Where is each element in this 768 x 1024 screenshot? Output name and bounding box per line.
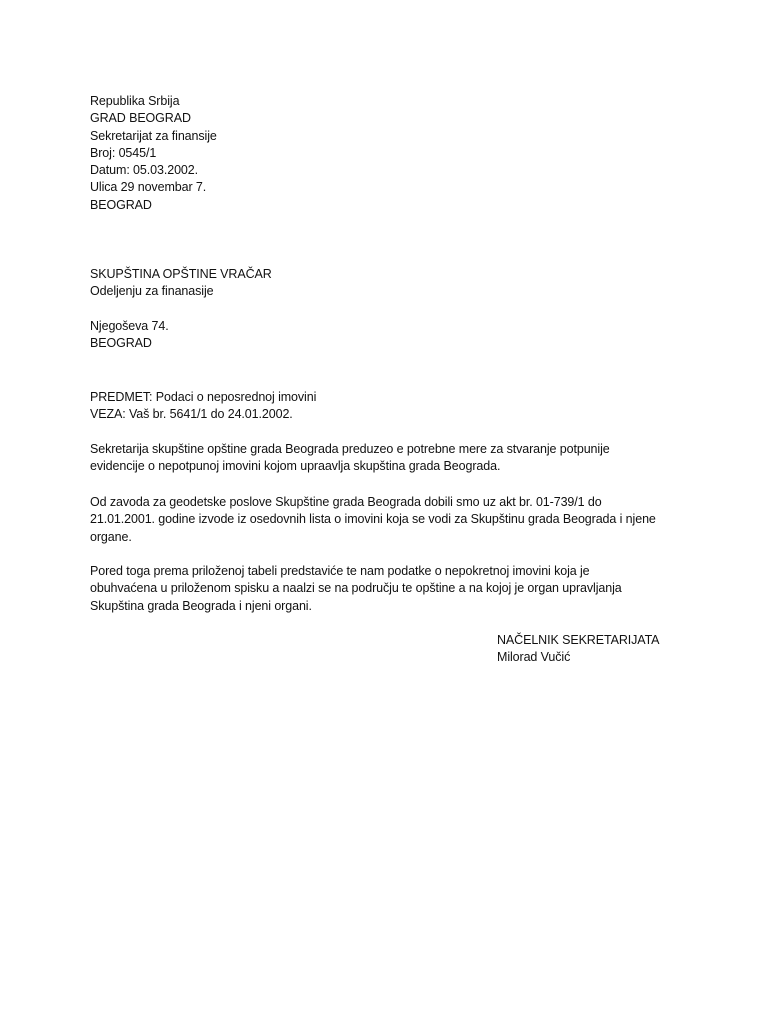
sender-department: Sekretarijat za finansije <box>90 128 217 143</box>
recipient-address-block <box>90 318 169 353</box>
paragraph-line: Skupština grada Beograda i njeni organi. <box>90 598 312 613</box>
paragraph-line: 21.01.2001. godine izvode iz osedovnih lista o imovini koja se vodi za Skupštinu grada Beograda i njene <box>90 512 656 527</box>
recipient-street: Njegoševa 74. <box>90 319 169 333</box>
sender-reference-number: Broj: 0545/1 <box>90 145 157 160</box>
subject-block <box>90 389 316 424</box>
paragraph-line: evidencije o nepotpunoj imovini kojom upraavlja skupština grada Beograda. <box>90 459 501 474</box>
sender-country: Republika Srbija <box>90 94 180 108</box>
sender-date: Datum: 05.03.2002. <box>90 163 198 178</box>
sender-street: Ulica 29 novembar 7. <box>90 180 207 195</box>
signature-block <box>497 632 659 667</box>
signatory-title: NAČELNIK SEKRETARIJATA <box>497 633 660 647</box>
sender-city: GRAD BEOGRAD <box>90 111 191 126</box>
body-paragraph-1 <box>90 441 610 476</box>
signatory-name: Milorad Vučić <box>497 650 571 665</box>
paragraph-line: Od zavoda za geodetske poslove Skupštine grada Beograda dobili smo uz akt br. 01-739/1 do <box>90 495 602 509</box>
recipient-block <box>90 266 272 301</box>
body-paragraph-3 <box>90 563 622 615</box>
sender-block <box>90 93 217 214</box>
subject-line: PREDMET: Podaci o neposrednoj imovini <box>90 390 317 404</box>
paragraph-line: Sekretarija skupštine opštine grada Beograda preduzeo e potrebne mere za stvaranje potpunije <box>90 442 610 456</box>
body-paragraph-2 <box>90 494 656 546</box>
paragraph-line: Pored toga prema priloženoj tabeli predstaviće te nam podatke o nepokretnoj imovini koja je <box>90 564 590 578</box>
reference-line: VEZA: Vaš br. 5641/1 do 24.01.2002. <box>90 407 293 422</box>
recipient-department: Odeljenju za finanasije <box>90 284 214 299</box>
recipient-town: BEOGRAD <box>90 336 152 351</box>
paragraph-line: organe. <box>90 529 132 544</box>
recipient-assembly: SKUPŠTINA OPŠTINE VRAČAR <box>90 267 272 281</box>
paragraph-line: obuhvaćena u priloženom spisku a naalzi se na području te opštine a na kojoj je organ upravljanja <box>90 581 622 596</box>
sender-town: BEOGRAD <box>90 197 152 212</box>
